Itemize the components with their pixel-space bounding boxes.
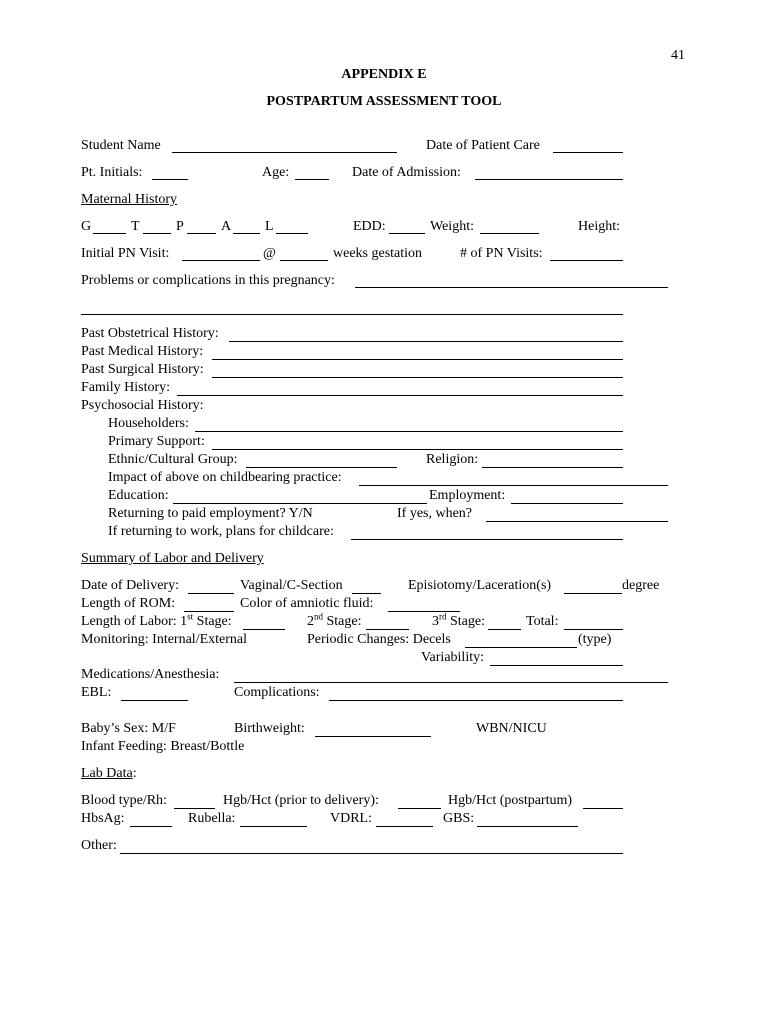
t-label: T xyxy=(131,219,140,234)
vdrl-field[interactable] xyxy=(376,826,433,827)
p-label: P xyxy=(176,219,184,234)
variability-label: Variability: xyxy=(421,650,484,665)
a-label: A xyxy=(221,219,232,234)
ethnic-group-label: Ethnic/Cultural Group: xyxy=(108,452,238,467)
education-label: Education: xyxy=(108,488,169,503)
employment-label: Employment: xyxy=(429,488,506,503)
hgb-post-label: Hgb/Hct (postpartum) xyxy=(448,793,573,808)
other-field[interactable] xyxy=(120,853,623,854)
returning-employment-label: Returning to paid employment? Y/N xyxy=(108,506,313,521)
total-field[interactable] xyxy=(564,629,623,630)
gbs-field[interactable] xyxy=(477,826,578,827)
degree-label: degree xyxy=(622,578,660,593)
date-delivery-field[interactable] xyxy=(188,593,234,594)
rubella-label: Rubella: xyxy=(188,811,236,826)
hgb-prior-field[interactable] xyxy=(398,808,441,809)
amniotic-fluid-label: Color of amniotic fluid: xyxy=(240,596,374,611)
blood-type-label: Blood type/Rh: xyxy=(81,793,167,808)
vaginal-csection-field[interactable] xyxy=(352,593,381,594)
pt-initials-label: Pt. Initials: xyxy=(81,165,143,180)
complications-label: Complications: xyxy=(234,685,320,700)
initial-pn-visit-field[interactable] xyxy=(182,260,260,261)
lab-data-heading: Lab Data: xyxy=(81,766,137,781)
religion-field[interactable] xyxy=(482,467,623,468)
gbs-label: GBS: xyxy=(443,811,475,826)
surgical-history-field[interactable] xyxy=(212,377,623,378)
medications-label: Medications/Anesthesia: xyxy=(81,667,220,682)
hgb-post-field[interactable] xyxy=(583,808,623,809)
if-yes-when-field[interactable] xyxy=(486,521,668,522)
total-label: Total: xyxy=(526,614,559,629)
education-field[interactable] xyxy=(173,503,427,504)
date-patient-care-label: Date of Patient Care xyxy=(426,138,540,153)
num-pn-visits-field[interactable] xyxy=(550,260,623,261)
type-label: (type) xyxy=(578,632,612,647)
weight-label: Weight: xyxy=(430,219,474,234)
a-field[interactable] xyxy=(233,233,260,234)
date-delivery-label: Date of Delivery: xyxy=(81,578,179,593)
decels-field[interactable] xyxy=(465,647,577,648)
ebl-field[interactable] xyxy=(121,700,188,701)
obstetrical-history-label: Past Obstetrical History: xyxy=(81,326,219,341)
edd-field[interactable] xyxy=(389,233,425,234)
primary-support-field[interactable] xyxy=(212,449,623,450)
g-field[interactable] xyxy=(93,233,126,234)
employment-field[interactable] xyxy=(511,503,623,504)
monitoring-label: Monitoring: Internal/External xyxy=(81,632,248,647)
medical-history-label: Past Medical History: xyxy=(81,344,204,359)
obstetrical-history-field[interactable] xyxy=(229,341,623,342)
l-field[interactable] xyxy=(276,233,308,234)
stage2-field[interactable] xyxy=(366,629,409,630)
hbsag-label: HbsAg: xyxy=(81,811,125,826)
if-yes-when-label: If yes, when? xyxy=(397,506,473,521)
birthweight-label: Birthweight: xyxy=(234,721,305,736)
problems-field-2[interactable] xyxy=(81,314,623,315)
weeks-gestation-label: weeks gestation xyxy=(333,246,423,261)
age-field[interactable] xyxy=(295,179,329,180)
religion-label: Religion: xyxy=(426,452,479,467)
stage3-label: 3rd Stage: xyxy=(432,611,485,629)
initial-pn-visit-label: Initial PN Visit: xyxy=(81,246,170,261)
family-history-field[interactable] xyxy=(177,395,623,396)
rom-label: Length of ROM: xyxy=(81,596,176,611)
hgb-prior-label: Hgb/Hct (prior to delivery): xyxy=(223,793,379,808)
ethnic-group-field[interactable] xyxy=(246,467,397,468)
stage2-label: 2nd Stage: xyxy=(307,611,362,629)
vdrl-label: VDRL: xyxy=(330,811,372,826)
complications-field[interactable] xyxy=(329,700,623,701)
rubella-field[interactable] xyxy=(240,826,307,827)
at-sign: @ xyxy=(263,246,276,261)
date-admission-field[interactable] xyxy=(475,179,623,180)
length-labor-label: Length of Labor: 1st Stage: xyxy=(81,611,232,629)
labor-delivery-heading: Summary of Labor and Delivery xyxy=(81,551,264,566)
t-field[interactable] xyxy=(143,233,171,234)
l-label: L xyxy=(265,219,274,234)
psychosocial-history-label: Psychosocial History: xyxy=(81,398,204,413)
weight-field[interactable] xyxy=(480,233,539,234)
stage1-field[interactable] xyxy=(243,629,285,630)
edd-label: EDD: xyxy=(353,219,386,234)
primary-support-label: Primary Support: xyxy=(108,434,205,449)
age-label: Age: xyxy=(262,165,290,180)
student-name-field[interactable] xyxy=(172,152,397,153)
birthweight-field[interactable] xyxy=(315,736,431,737)
stage3-field[interactable] xyxy=(488,629,521,630)
other-label: Other: xyxy=(81,838,117,853)
vaginal-csection-label: Vaginal/C-Section xyxy=(240,578,343,593)
problems-label: Problems or complications in this pregnancy: xyxy=(81,273,335,288)
childcare-label: If returning to work, plans for childcare: xyxy=(108,524,334,539)
baby-sex-label: Baby’s Sex: M/F xyxy=(81,721,176,736)
p-field[interactable] xyxy=(187,233,216,234)
medical-history-field[interactable] xyxy=(212,359,623,360)
hbsag-field[interactable] xyxy=(130,826,172,827)
childcare-field[interactable] xyxy=(351,539,623,540)
height-label: Height: xyxy=(578,219,620,234)
surgical-history-label: Past Surgical History: xyxy=(81,362,204,377)
maternal-history-heading: Maternal History xyxy=(81,192,178,207)
householders-label: Householders: xyxy=(108,416,189,431)
blood-type-field[interactable] xyxy=(174,808,215,809)
wbn-nicu-label: WBN/NICU xyxy=(476,721,547,736)
date-patient-care-field[interactable] xyxy=(553,152,623,153)
ebl-label: EBL: xyxy=(81,685,112,700)
impact-field[interactable] xyxy=(359,485,668,486)
date-admission-label: Date of Admission: xyxy=(352,165,461,180)
variability-field[interactable] xyxy=(490,665,623,666)
infant-feeding-label: Infant Feeding: Breast/Bottle xyxy=(81,739,245,754)
page-number: 41 xyxy=(671,48,685,63)
family-history-label: Family History: xyxy=(81,380,171,395)
problems-field[interactable] xyxy=(355,287,668,288)
num-pn-visits-label: # of PN Visits: xyxy=(460,246,543,261)
episiotomy-label: Episiotomy/Laceration(s) xyxy=(408,578,552,593)
student-name-label: Student Name xyxy=(81,138,161,153)
amniotic-fluid-field[interactable] xyxy=(388,611,460,612)
episiotomy-field[interactable] xyxy=(564,593,622,594)
appendix-title: APPENDIX E xyxy=(341,67,427,82)
medications-field[interactable] xyxy=(234,682,668,683)
pt-initials-field[interactable] xyxy=(152,179,188,180)
impact-label: Impact of above on childbearing practice: xyxy=(108,470,342,485)
householders-field[interactable] xyxy=(195,431,623,432)
page-title: POSTPARTUM ASSESSMENT TOOL xyxy=(266,94,502,109)
periodic-changes-label: Periodic Changes: Decels xyxy=(307,632,451,647)
weeks-gestation-field[interactable] xyxy=(280,260,328,261)
g-label: G xyxy=(81,219,92,234)
